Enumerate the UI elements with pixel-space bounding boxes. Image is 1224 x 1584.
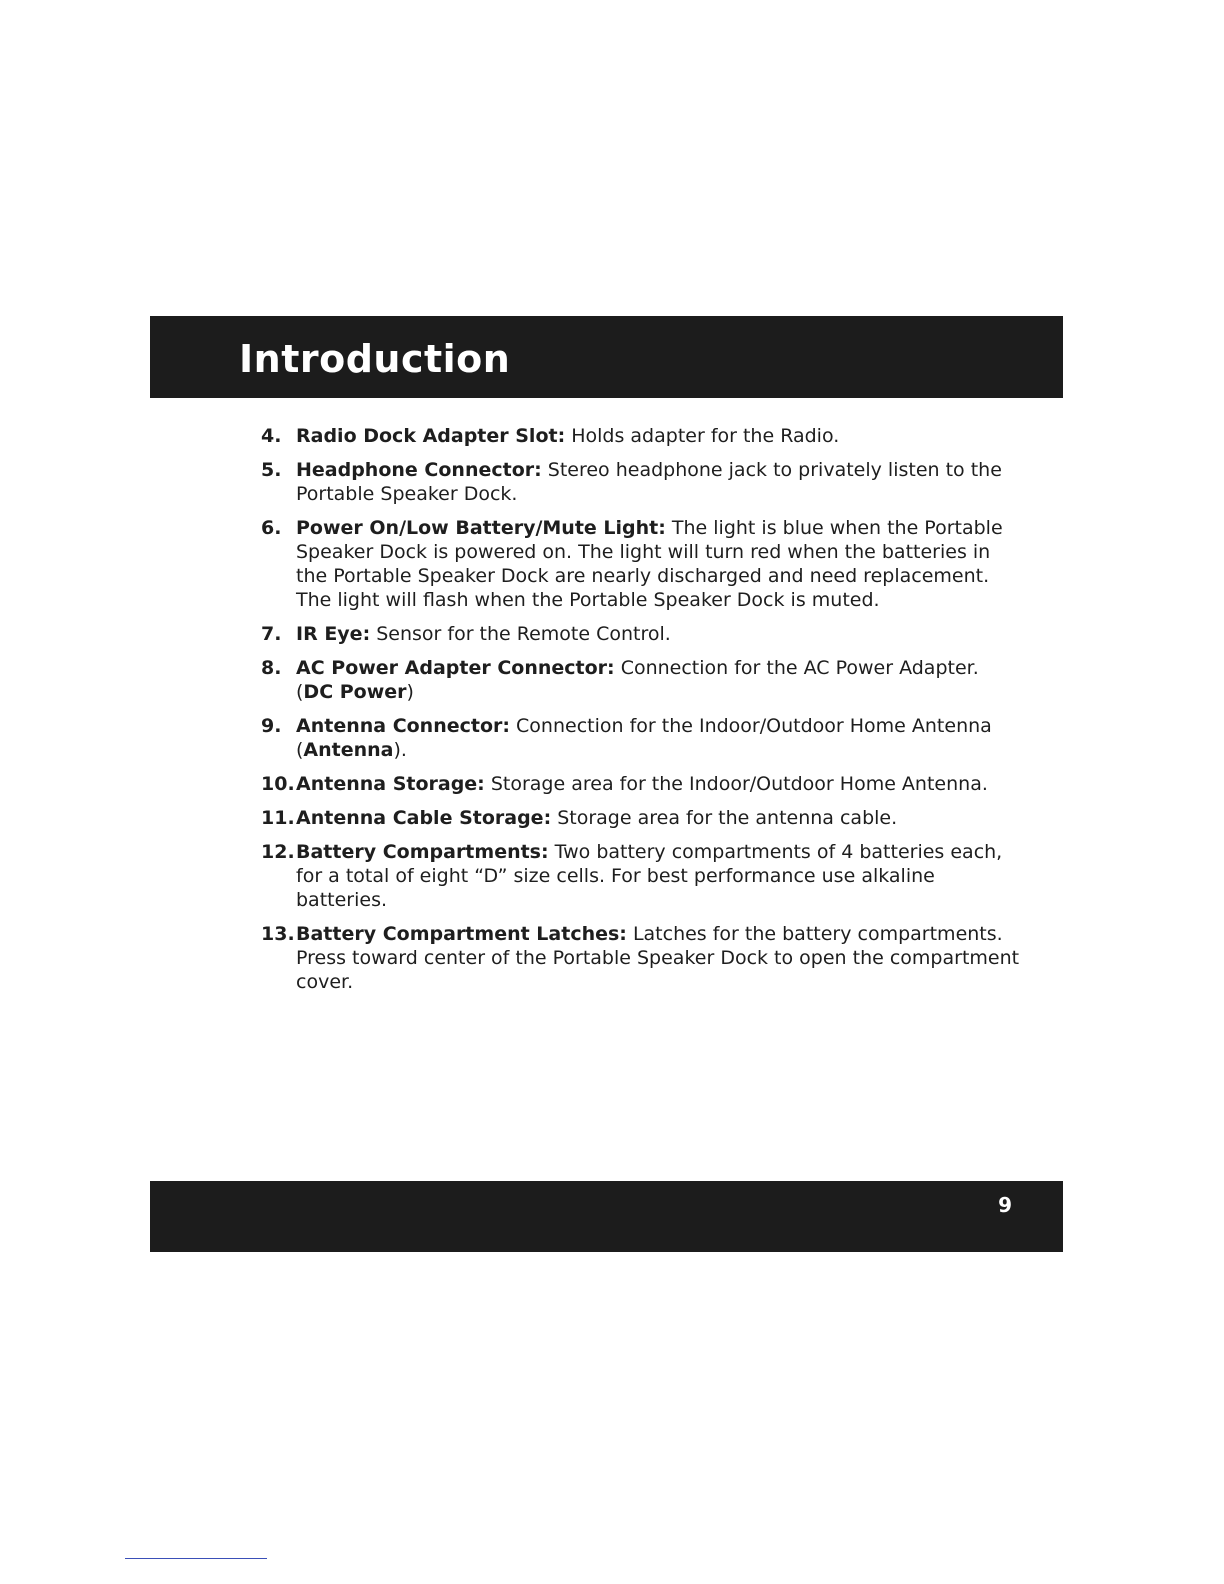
list-item	[261, 656, 1021, 704]
list-item	[261, 622, 1021, 646]
item-term: AC Power Adapter Connector:	[296, 657, 615, 679]
page-number: 9	[998, 1193, 1012, 1217]
item-bold-label: DC Power	[303, 681, 407, 703]
item-text: Storage area for the antenna cable.	[551, 807, 898, 829]
item-number: 5.	[261, 459, 282, 481]
item-bold-label: Antenna	[303, 739, 394, 761]
item-number: 13.	[261, 923, 295, 945]
feature-list	[261, 424, 1021, 1004]
item-number: 9.	[261, 715, 282, 737]
item-text: Latches for the battery compartments. Press toward center of the Portable Speaker Dock to open the compartment cover.	[296, 923, 1020, 993]
item-term: Antenna Connector:	[296, 715, 510, 737]
item-text: Holds adapter for the Radio.	[565, 425, 840, 447]
item-text: Connection for the Indoor/Outdoor Home Antenna (	[296, 715, 992, 761]
item-term: IR Eye:	[296, 623, 371, 645]
item-term: Power On/Low Battery/Mute Light:	[296, 517, 666, 539]
list-item	[261, 772, 1021, 796]
item-text: Two battery compartments of 4 batteries each, for a total of eight “D” size cells. For best performance use alkaline batteries.	[296, 841, 1003, 911]
header-bar	[150, 316, 1063, 398]
list-item	[261, 458, 1021, 506]
item-text-after: ).	[393, 739, 407, 761]
item-term: Headphone Connector:	[296, 459, 542, 481]
list-item	[261, 516, 1021, 612]
item-text: Storage area for the Indoor/Outdoor Home Antenna.	[484, 773, 988, 795]
item-number: 10.	[261, 773, 295, 795]
list-item	[261, 424, 1021, 448]
item-number: 4.	[261, 425, 282, 447]
item-number: 6.	[261, 517, 282, 539]
item-text: Stereo headphone jack to privately listen to the Portable Speaker Dock.	[296, 459, 1002, 505]
item-text-after: )	[406, 681, 414, 703]
item-text: Sensor for the Remote Control.	[370, 623, 671, 645]
item-term: Battery Compartments:	[296, 841, 549, 863]
list-item	[261, 922, 1021, 994]
item-term: Antenna Storage:	[296, 773, 485, 795]
bottom-rule-divider	[125, 1558, 267, 1559]
page-title: Introduction	[239, 337, 511, 381]
item-number: 8.	[261, 657, 282, 679]
item-number: 7.	[261, 623, 282, 645]
list-item	[261, 840, 1021, 912]
item-text: Connection for the AC Power Adapter. (	[296, 657, 979, 703]
list-item	[261, 806, 1021, 830]
item-number: 12.	[261, 841, 295, 863]
footer-bar	[150, 1181, 1063, 1252]
item-number: 11.	[261, 807, 295, 829]
item-term: Antenna Cable Storage:	[296, 807, 552, 829]
item-text: The light is blue when the Portable Speaker Dock is powered on. The light will turn red when the batteries in the Portable Speaker Dock are nearly discharged and need replacement. The light will flash when the Portable Speaker Dock is muted.	[296, 517, 1003, 611]
item-term: Battery Compartment Latches:	[296, 923, 627, 945]
list-item	[261, 714, 1021, 762]
item-term: Radio Dock Adapter Slot:	[296, 425, 566, 447]
